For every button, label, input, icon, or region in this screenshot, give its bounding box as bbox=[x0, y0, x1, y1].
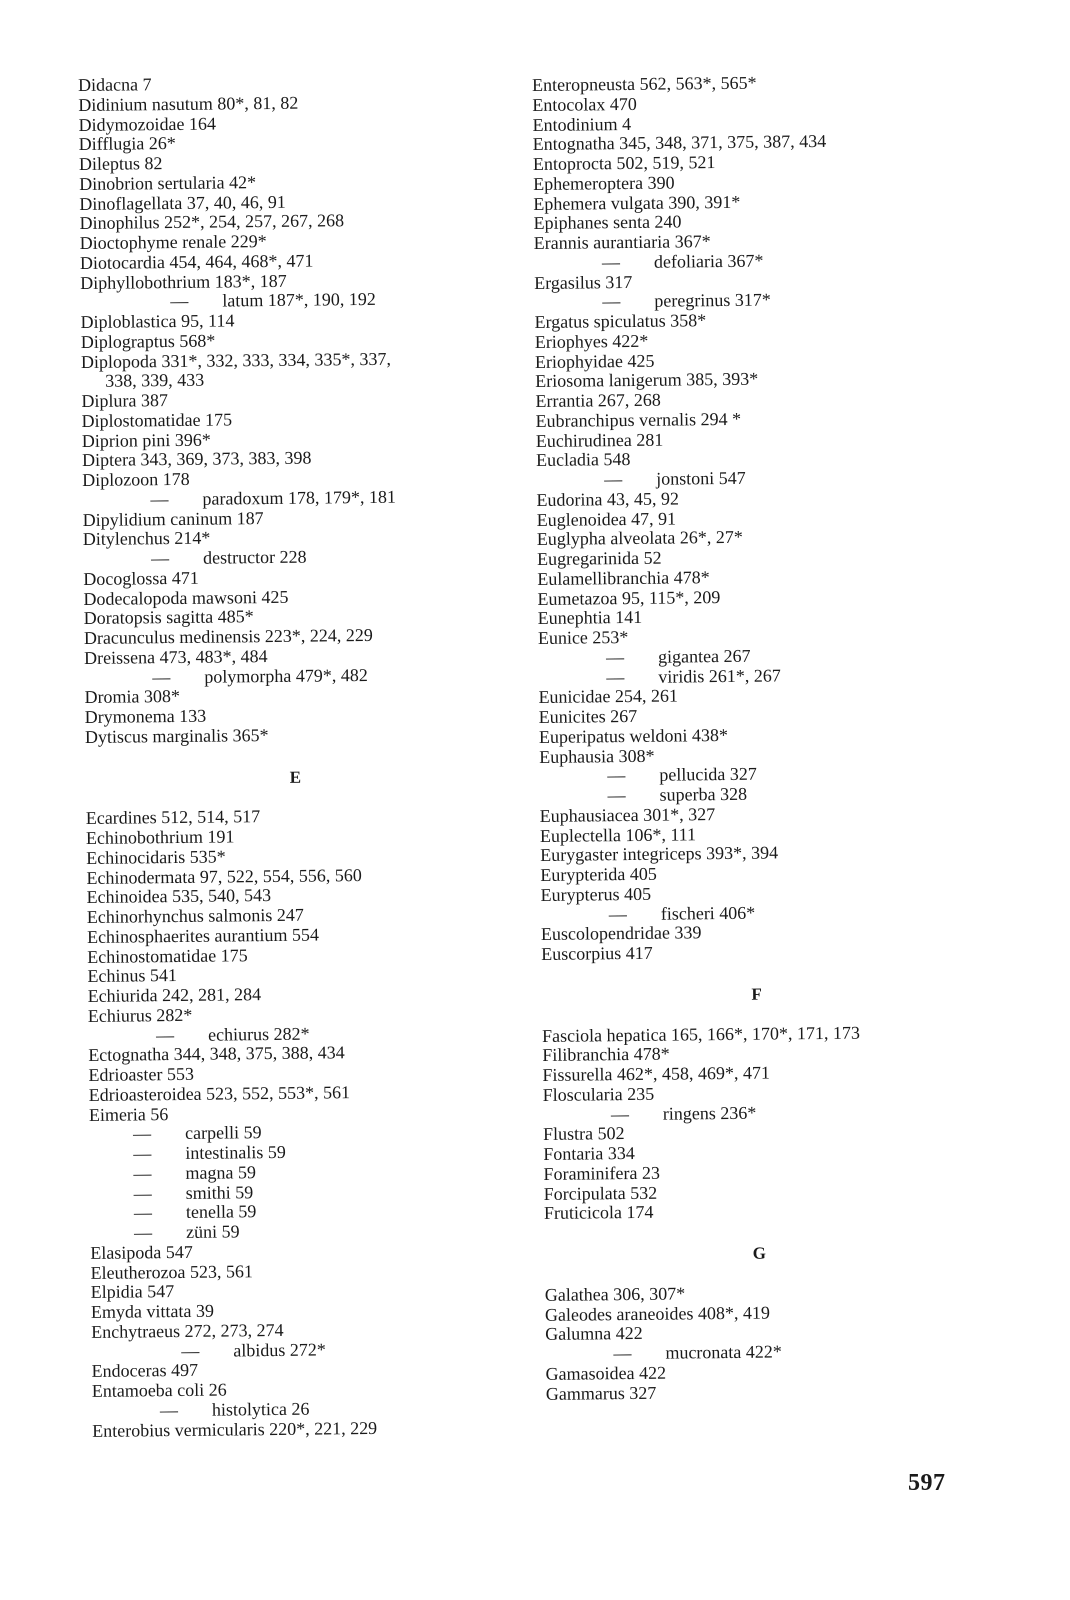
ditto-dash: — bbox=[601, 251, 621, 273]
index-entry-text: Errantia 267, 268 bbox=[535, 389, 661, 411]
section-heading: E bbox=[289, 767, 302, 787]
index-entry-text: Eudorina 43, 45, 92 bbox=[536, 488, 680, 510]
ditto-dash: — bbox=[181, 1340, 200, 1361]
index-entry-text: Eleutherozoa 523, 561 bbox=[90, 1260, 254, 1283]
index-entry-text: Dinoflagellata 37, 40, 46, 91 bbox=[79, 191, 286, 214]
index-entry-text: Eulamellibranchia 478* bbox=[537, 566, 710, 589]
index-entry-text: Eugregarinida 52 bbox=[536, 547, 662, 569]
index-entry-text: Dioctophyme renale 229* bbox=[79, 231, 267, 253]
index-entry-text: Galeodes araneoides 408*, 419 bbox=[544, 1302, 770, 1325]
index-entry-text: Filibranchia 478* bbox=[542, 1043, 670, 1066]
index-entry-text: Eriophyes 422* bbox=[534, 330, 649, 352]
index-entry-text: Floscularia 235 bbox=[542, 1083, 655, 1105]
index-entry-text: Diplograptus 568* bbox=[80, 330, 216, 352]
index-column-right bbox=[532, 71, 976, 1404]
index-entry-text: Didinium nasutum 80*, 81, 82 bbox=[78, 92, 299, 115]
index-entry-text: fischeri 406* bbox=[660, 902, 756, 924]
index-entry-text: Fontaria 334 bbox=[543, 1142, 635, 1164]
index-entry-text: Eurygaster integriceps 393*, 394 bbox=[540, 842, 779, 866]
index-entry-text: Ergatus spiculatus 358* bbox=[534, 310, 707, 332]
index-entry-text: Diplopoda 331*, 332, 333, 334, 335*, 337, bbox=[80, 348, 392, 372]
index-entry-text: mucronata 422* bbox=[665, 1341, 782, 1363]
index-entry-text: Echinocidaris 535* bbox=[86, 846, 226, 868]
index-entry-text: Drymonema 133 bbox=[84, 705, 207, 727]
index-entry-text: Euphausiacea 301*, 327 bbox=[539, 803, 716, 826]
index-entry-text: Ectognatha 344, 348, 375, 388, 434 bbox=[88, 1042, 345, 1066]
index-entry-text: Forcipulata 532 bbox=[543, 1182, 658, 1204]
index-entry-text: Eunicites 267 bbox=[538, 705, 638, 727]
index-entry bbox=[546, 1380, 976, 1404]
ditto-dash: — bbox=[608, 903, 627, 924]
index-entry-text: Echinorhynchus salmonis 247 bbox=[86, 904, 304, 927]
index-entry-text: Euphausia 308* bbox=[539, 745, 655, 767]
index-entry-text: jonstoni 547 bbox=[656, 467, 746, 489]
index-entry-text: Enterobius vermicularis 220*, 221, 229 bbox=[92, 1417, 378, 1441]
index-entry-text: polymorpha 479*, 482 bbox=[204, 664, 368, 687]
index-entry-text: Dytiscus marginalis 365* bbox=[84, 724, 269, 747]
index-entry-text: superba 328 bbox=[659, 783, 748, 805]
index-entry bbox=[92, 1417, 512, 1441]
index-entry-text: paradoxum 178, 179*, 181 bbox=[202, 486, 397, 509]
index-entry-text: Ephemera vulgata 390, 391* bbox=[533, 191, 741, 214]
index-entry-text: Diplura 387 bbox=[81, 390, 168, 411]
ditto-dash: — bbox=[604, 469, 623, 490]
ditto-dash: — bbox=[155, 1024, 175, 1045]
ditto-dash: — bbox=[607, 765, 626, 786]
index-entry-text: Eunephtia 141 bbox=[537, 607, 643, 629]
index-entry-text: Eurypterus 405 bbox=[540, 883, 652, 905]
index-entry-text: Dipylidium caninum 187 bbox=[82, 507, 264, 530]
ditto-dash: — bbox=[133, 1163, 152, 1184]
index-entry-text: Eubranchipus vernalis 294 * bbox=[535, 408, 742, 431]
index-entry-text: 338, 339, 433 bbox=[105, 369, 205, 391]
index-entry-text: Enchytraeus 272, 273, 274 bbox=[91, 1319, 284, 1342]
ditto-dash: — bbox=[150, 548, 170, 569]
index-entry-text: peregrinus 317* bbox=[654, 289, 771, 311]
index-entry-text: Eucladia 548 bbox=[535, 449, 631, 471]
index-entry-text: Didymozoidae 164 bbox=[78, 113, 217, 135]
index-entry-text: Echinodermata 97, 522, 554, 556, 560 bbox=[86, 864, 362, 888]
index-entry-text: Diotocardia 454, 464, 468*, 471 bbox=[79, 250, 314, 273]
index-entry-text: Diphyllobothrium 183*, 187 bbox=[80, 270, 287, 293]
ditto-dash: — bbox=[134, 1222, 153, 1243]
index-entry-text: Ephemeroptera 390 bbox=[533, 172, 675, 194]
index-entry-text: Fruticicola 174 bbox=[543, 1202, 654, 1224]
index-entry-text: Didacna 7 bbox=[77, 74, 152, 95]
index-entry-text: Eurypterida 405 bbox=[540, 863, 657, 885]
index-entry-text: Docoglossa 471 bbox=[83, 567, 199, 589]
index-entry-text: histolytica 26 bbox=[211, 1398, 310, 1420]
index-entry-text: Difflugia 26* bbox=[78, 133, 176, 155]
index-entry-text: tenella 59 bbox=[185, 1201, 257, 1223]
index-entry-text: carpelli 59 bbox=[184, 1122, 262, 1144]
index-entry-text: Eriosoma lanigerum 385, 393* bbox=[535, 368, 759, 392]
index-entry-text: Dileptus 82 bbox=[78, 153, 163, 174]
index-entry-text: Eimeria 56 bbox=[88, 1103, 169, 1125]
page-number: 597 bbox=[908, 1470, 946, 1496]
index-entry-text: Echinobothrium 191 bbox=[85, 826, 235, 848]
ditto-dash: — bbox=[159, 1399, 179, 1420]
index-entry-text: Echinoidea 535, 540, 543 bbox=[86, 885, 272, 908]
index-entry-text: Euperipatus weldoni 438* bbox=[538, 724, 728, 747]
index-column-left bbox=[78, 72, 512, 1442]
index-entry-text: Euchirudinea 281 bbox=[535, 429, 664, 451]
index-entry-text: viridis 261*, 267 bbox=[658, 664, 781, 687]
index-entry-text: Edrioasteroidea 523, 552, 553*, 561 bbox=[88, 1081, 351, 1105]
index-entry-text: Dinophilus 252*, 254, 257, 267, 268 bbox=[79, 210, 345, 234]
ditto-dash: — bbox=[610, 1103, 629, 1124]
index-entry-text: defoliaria 367* bbox=[653, 250, 764, 272]
ditto-dash: — bbox=[613, 1343, 632, 1364]
index-entry-text: Entamoeba coli 26 bbox=[91, 1379, 227, 1401]
index-entry-text: Eriophyidae 425 bbox=[534, 350, 655, 372]
index-entry-text: Ergasilus 317 bbox=[534, 271, 633, 293]
ditto-dash: — bbox=[606, 666, 625, 687]
index-entry-text: Fasciola hepatica 165, 166*, 170*, 171, 173 bbox=[541, 1022, 861, 1046]
ditto-dash: — bbox=[132, 1123, 152, 1144]
index-entry-text: Echinosphaerites aurantium 554 bbox=[86, 924, 320, 947]
index-entry-text: Euscolopendridae 339 bbox=[540, 922, 702, 945]
ditto-dash: — bbox=[133, 1143, 152, 1164]
index-entry-text: Dreissena 473, 483*, 484 bbox=[83, 645, 268, 668]
ditto-dash: — bbox=[607, 785, 626, 806]
index-entry-text: Dracunculus medinensis 223*, 224, 229 bbox=[83, 624, 373, 648]
index-entry-text: Echinus 541 bbox=[87, 965, 178, 987]
ditto-dash: — bbox=[133, 1182, 152, 1203]
index-entry-text: Diploblastica 95, 114 bbox=[80, 310, 235, 332]
index-entry-text: Euscorpius 417 bbox=[541, 942, 653, 964]
index-entry-text: Entognatha 345, 348, 371, 375, 387, 434 bbox=[532, 131, 827, 155]
index-entry-text: Diplozoon 178 bbox=[82, 468, 190, 490]
index-entry bbox=[541, 940, 971, 964]
index-entry-text: Entocolax 470 bbox=[532, 93, 637, 115]
index-entry bbox=[544, 1200, 974, 1224]
index-entry-text: latum 187*, 190, 192 bbox=[222, 289, 376, 311]
index-entry-text: intestinalis 59 bbox=[185, 1141, 286, 1163]
index-entry-text: Doratopsis sagitta 485* bbox=[83, 606, 254, 629]
index-entry-text: Fissurella 462*, 458, 469*, 471 bbox=[542, 1062, 771, 1085]
index-entry-text: Galumna 422 bbox=[545, 1323, 643, 1345]
index-entry-text: Elpidia 547 bbox=[90, 1281, 175, 1303]
index-entry-text: albidus 272* bbox=[233, 1338, 326, 1360]
index-entry-text: Enteropneusta 562, 563*, 565* bbox=[531, 72, 757, 95]
index-entry-text: Dromia 308* bbox=[84, 686, 181, 708]
index-entry-text: smithi 59 bbox=[185, 1181, 254, 1203]
ditto-dash: — bbox=[152, 666, 171, 687]
index-entry-text: Eumetazoa 95, 115*, 209 bbox=[537, 586, 721, 609]
index-entry-text: Euglenoidea 47, 91 bbox=[536, 508, 677, 530]
index-entry-text: Eunice 253* bbox=[537, 627, 629, 648]
section-heading: F bbox=[751, 984, 762, 1004]
index-entry-text: Flustra 502 bbox=[542, 1123, 625, 1145]
section-heading: G bbox=[752, 1243, 767, 1263]
ditto-dash: — bbox=[605, 646, 625, 668]
index-entry-text: Echiurus 282* bbox=[87, 1004, 193, 1026]
index-entry-text: Diplostomatidae 175 bbox=[81, 409, 233, 431]
index-entry-text: Endoceras 497 bbox=[91, 1360, 199, 1382]
index-entry-text: Gammarus 327 bbox=[545, 1382, 657, 1404]
index-entry-text: echiurus 282* bbox=[207, 1023, 310, 1045]
index-entry-text: Foraminifera 23 bbox=[543, 1162, 661, 1184]
index-entry-text: Eunicidae 254, 261 bbox=[538, 685, 679, 708]
index-entry-text: Galathea 306, 307* bbox=[544, 1283, 686, 1305]
index-entry-text: pellucida 327 bbox=[659, 763, 757, 785]
ditto-dash: — bbox=[170, 291, 189, 312]
index-entry-text: Diptera 343, 369, 373, 383, 398 bbox=[81, 447, 312, 471]
index-entry-text: magna 59 bbox=[185, 1161, 257, 1183]
ditto-dash: — bbox=[602, 291, 621, 312]
index-entry-text: Entodinium 4 bbox=[532, 113, 632, 135]
index-entry-text: Dinobrion sertularia 42* bbox=[79, 171, 257, 194]
index-entry-text: Emyda vittata 39 bbox=[90, 1300, 215, 1322]
index-entry-text: Gamasoidea 422 bbox=[545, 1362, 667, 1384]
index-entry-text: ringens 236* bbox=[662, 1102, 757, 1124]
index-entry-text: Entoprocta 502, 519, 521 bbox=[532, 152, 716, 174]
index-entry-text: Diprion pini 396* bbox=[81, 429, 211, 451]
index-entry-text: züni 59 bbox=[186, 1221, 240, 1242]
index-entry bbox=[85, 723, 505, 747]
index-entry-text: Ditylenchus 214* bbox=[82, 527, 211, 550]
index-entry-text: Echiurida 242, 281, 284 bbox=[87, 984, 262, 1006]
ditto-dash: — bbox=[150, 488, 169, 510]
index-entry-text: Epiphanes senta 240 bbox=[533, 211, 682, 234]
index-entry-text: Erannis aurantiaria 367* bbox=[533, 231, 711, 253]
index-entry-text: destructor 228 bbox=[202, 546, 307, 568]
index-entry-text: Euglypha alveolata 26*, 27* bbox=[536, 527, 743, 550]
index-entry-text: Euplectella 106*, 111 bbox=[539, 823, 697, 846]
ditto-dash: — bbox=[133, 1202, 153, 1223]
index-entry-text: Ecardines 512, 514, 517 bbox=[85, 806, 261, 829]
index-entry-text: Echinostomatidae 175 bbox=[87, 944, 248, 967]
index-entry-text: Edrioaster 553 bbox=[88, 1063, 195, 1085]
index-entry-text: gigantea 267 bbox=[657, 645, 751, 667]
index-entry-text: Dodecalopoda mawsoni 425 bbox=[83, 586, 289, 609]
index-entry-text: Elasipoda 547 bbox=[90, 1241, 193, 1263]
